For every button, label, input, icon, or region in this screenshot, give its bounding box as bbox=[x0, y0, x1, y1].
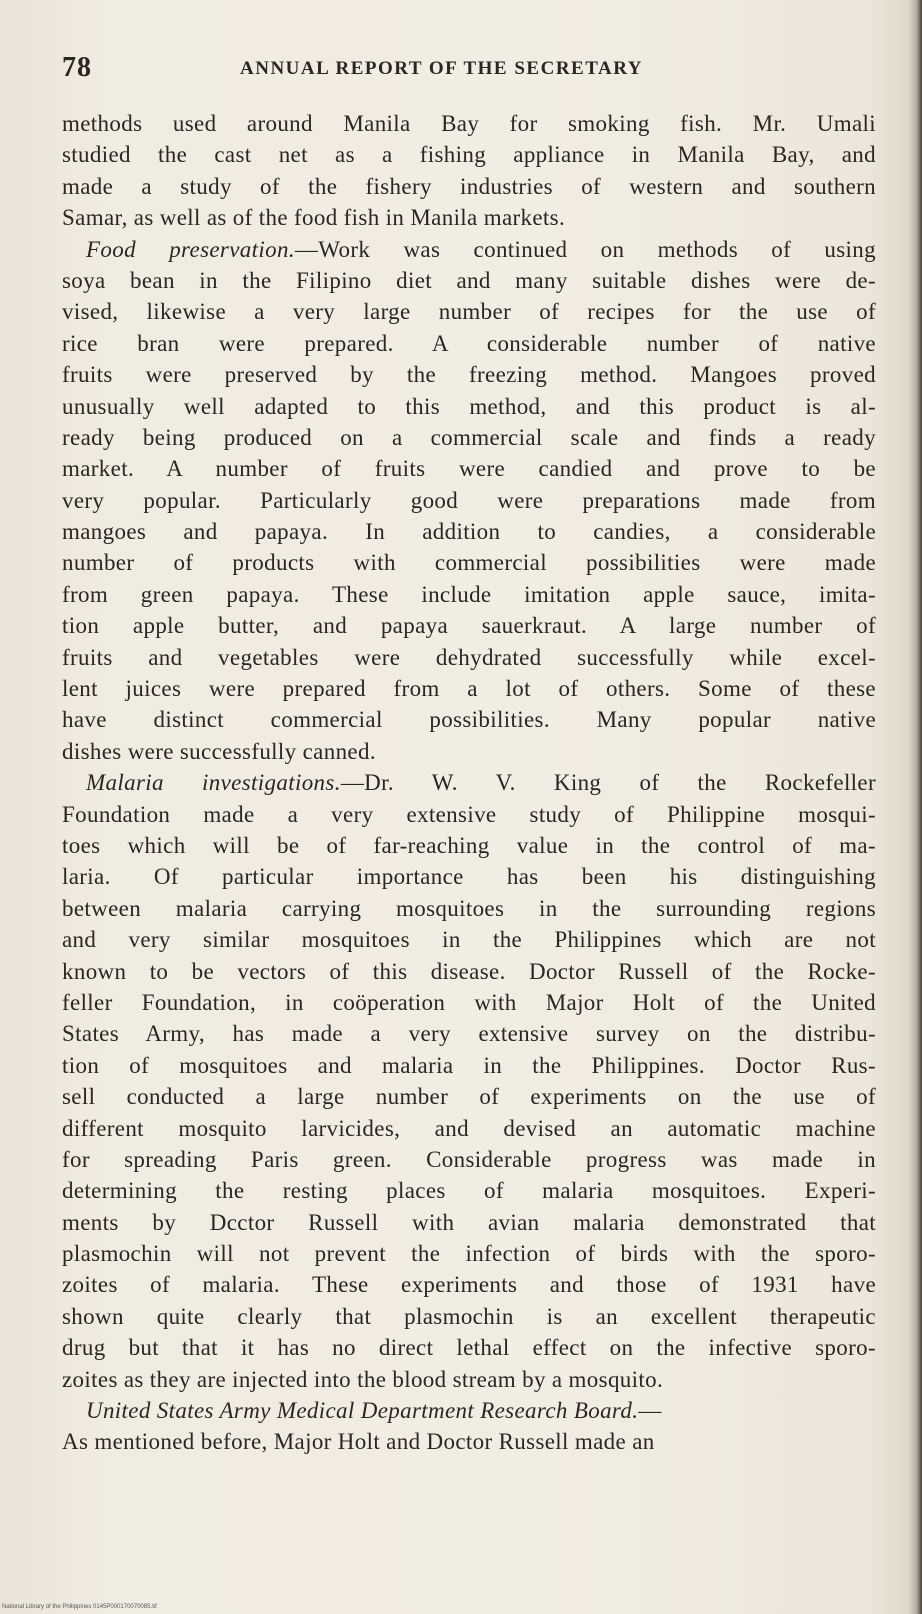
line-text: drug but that it has no direct lethal effect on the infective sporo- bbox=[62, 1335, 876, 1361]
line-text: have distinct commercial possibilities. Many popular native bbox=[62, 707, 876, 733]
page-binding-shadow bbox=[908, 0, 922, 1614]
line-text: for spreading Paris green. Considerable progress was made in bbox=[62, 1146, 876, 1172]
text-line bbox=[62, 1332, 876, 1363]
line-text: soya bean in the Filipino diet and many suitable dishes were de- bbox=[62, 267, 876, 293]
line-text: number of products with commercial possibilities were made bbox=[62, 550, 876, 576]
line-text: methods used around Manila Bay for smoking fish. Mr. Umali bbox=[62, 111, 876, 136]
text-line bbox=[62, 830, 876, 861]
line-text: fruits and vegetables were dehydrated successfully while excel- bbox=[62, 644, 876, 670]
text-line bbox=[62, 453, 876, 484]
section-heading: Food preservation. bbox=[86, 236, 295, 262]
text-line bbox=[62, 1301, 876, 1332]
text-line bbox=[62, 422, 876, 453]
text-line bbox=[62, 1426, 876, 1457]
line-text: fruits were preserved by the freezing method. Mangoes proved bbox=[62, 362, 876, 388]
line-text: unusually well adapted to this method, and this product is al- bbox=[62, 393, 876, 419]
scan-credit: National Library of the Philippines 0145P000170070085.tif bbox=[2, 1604, 157, 1610]
line-text: zoites of malaria. These experiments and those of 1931 have bbox=[62, 1272, 876, 1298]
body-text bbox=[62, 108, 876, 1458]
paragraph-start-line bbox=[62, 1395, 876, 1426]
line-text: known to be vectors of this disease. Doctor Russell of the Rocke- bbox=[62, 958, 876, 984]
section-heading: Malaria investigations. bbox=[86, 770, 341, 796]
text-line bbox=[62, 642, 876, 673]
line-text: market. A number of fruits were candied and prove to be bbox=[62, 456, 876, 482]
line-text: determining the resting places of malaria mosquitoes. Experi- bbox=[62, 1178, 876, 1204]
line-text: very popular. Particularly good were preparations made from bbox=[62, 487, 876, 513]
text-line bbox=[62, 328, 876, 359]
line-text: from green papaya. These include imitation apple sauce, imita- bbox=[62, 581, 876, 607]
section-heading: United States Army Medical Department Research Board. bbox=[86, 1398, 639, 1424]
text-line bbox=[62, 202, 876, 233]
line-text: rice bran were prepared. A considerable number of native bbox=[62, 330, 876, 356]
text-line bbox=[62, 1050, 876, 1081]
text-line bbox=[62, 1238, 876, 1269]
text-line bbox=[62, 893, 876, 924]
line-text: mangoes and papaya. In addition to candies, a considerable bbox=[62, 519, 876, 545]
text-line bbox=[62, 736, 876, 767]
text-line bbox=[62, 547, 876, 578]
line-text: between malaria carrying mosquitoes in the surrounding regions bbox=[62, 895, 876, 921]
line-text: tion apple butter, and papaya sauerkraut. A large number of bbox=[62, 613, 876, 639]
line-text: toes which will be of far-reaching value in the control of ma- bbox=[62, 832, 876, 858]
text-line bbox=[62, 987, 876, 1018]
text-line bbox=[62, 956, 876, 987]
text-line bbox=[62, 1113, 876, 1144]
running-head: ANNUAL REPORT OF THE SECRETARY bbox=[240, 58, 643, 79]
text-line bbox=[62, 924, 876, 955]
page-number: 78 bbox=[62, 52, 92, 83]
page-header bbox=[62, 52, 872, 92]
line-text: different mosquito larvicides, and devised an automatic machine bbox=[62, 1115, 876, 1141]
text-line bbox=[62, 1081, 876, 1112]
line-text: Foundation made a very extensive study of Philippine mosqui- bbox=[62, 801, 876, 827]
line-text: tion of mosquitoes and malaria in the Philippines. Doctor Rus- bbox=[62, 1052, 876, 1078]
text-line bbox=[62, 1269, 876, 1300]
text-line bbox=[62, 485, 876, 516]
text-line bbox=[62, 139, 876, 170]
text-line bbox=[62, 579, 876, 610]
text-line bbox=[62, 673, 876, 704]
text-line bbox=[62, 359, 876, 390]
text-line bbox=[62, 704, 876, 735]
line-text: Samar, as well as of the food fish in Manila markets. bbox=[62, 205, 566, 231]
line-text: laria. Of particular importance has been his distinguishing bbox=[62, 864, 876, 890]
text-line bbox=[62, 861, 876, 892]
line-text: vised, likewise a very large number of recipes for the use of bbox=[62, 299, 876, 325]
text-line bbox=[62, 1144, 876, 1175]
paragraph-start-line bbox=[62, 234, 876, 265]
line-text: studied the cast net as a fishing appliance in Manila Bay, and bbox=[62, 142, 876, 168]
text-line bbox=[62, 1207, 876, 1238]
line-text: ments by Dcctor Russell with avian malaria demonstrated that bbox=[62, 1209, 876, 1235]
line-text: shown quite clearly that plasmochin is an excellent therapeutic bbox=[62, 1303, 876, 1329]
line-text: sell conducted a large number of experiments on the use of bbox=[62, 1084, 876, 1110]
text-line bbox=[62, 1018, 876, 1049]
line-text: and very similar mosquitoes in the Philippines which are not bbox=[62, 927, 876, 953]
line-text: feller Foundation, in coöperation with Major Holt of the United bbox=[62, 989, 876, 1015]
line-text: States Army, has made a very extensive survey on the distribu- bbox=[62, 1021, 876, 1047]
text-line bbox=[62, 1175, 876, 1206]
line-text: plasmochin will not prevent the infection of birds with the sporo- bbox=[62, 1241, 876, 1267]
line-text: ready being produced on a commercial scale and finds a ready bbox=[62, 424, 876, 450]
line-text: — bbox=[638, 1398, 662, 1424]
line-text: zoites as they are injected into the blood stream by a mosquito. bbox=[62, 1366, 664, 1392]
text-line bbox=[62, 799, 876, 830]
paragraph-start-line bbox=[62, 767, 876, 798]
text-line bbox=[62, 108, 876, 139]
text-line bbox=[62, 171, 876, 202]
text-line bbox=[62, 296, 876, 327]
text-line bbox=[62, 516, 876, 547]
text-line bbox=[62, 610, 876, 641]
text-line bbox=[62, 391, 876, 422]
text-line bbox=[62, 265, 876, 296]
line-text: made a study of the fishery industries of western and southern bbox=[62, 173, 876, 199]
text-line bbox=[62, 1364, 876, 1395]
line-text: —Work was continued on methods of using bbox=[294, 236, 876, 262]
line-text: dishes were successfully canned. bbox=[62, 738, 376, 764]
line-text: As mentioned before, Major Holt and Doctor Russell made an bbox=[62, 1429, 655, 1455]
line-text: —Dr. W. V. King of the Rockefeller bbox=[340, 770, 876, 796]
line-text: lent juices were prepared from a lot of others. Some of these bbox=[62, 676, 876, 702]
